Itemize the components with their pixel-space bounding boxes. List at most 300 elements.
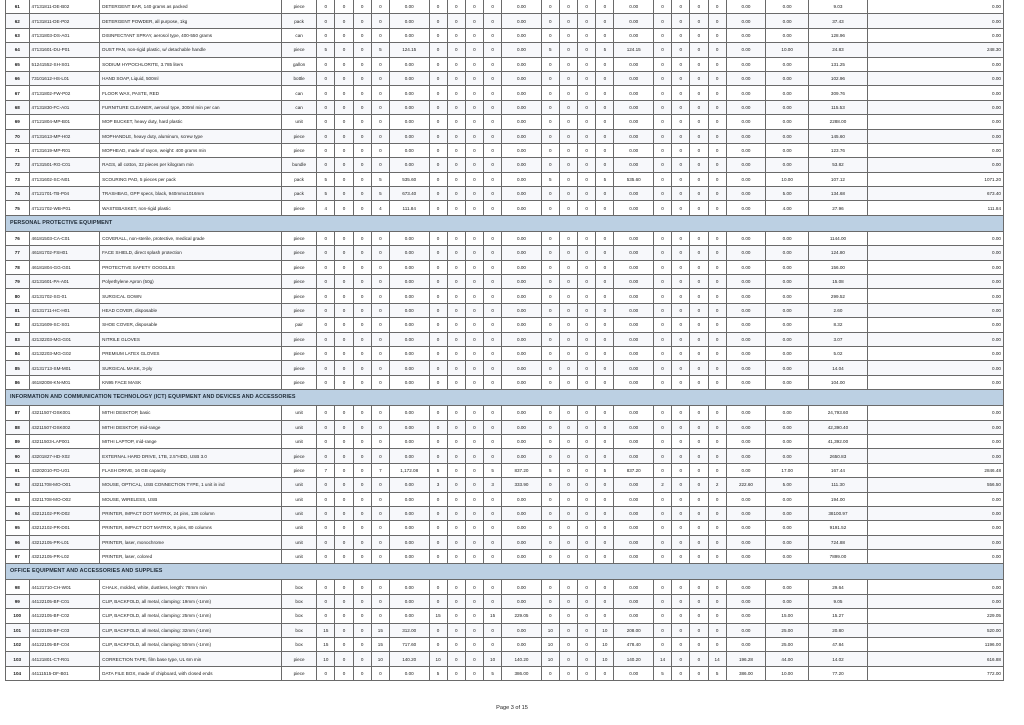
value-cell-4: 0 bbox=[317, 28, 335, 42]
value-cell-21: 0 bbox=[690, 449, 708, 463]
item-description: MITHI DESKTOP, basic bbox=[100, 406, 282, 420]
value-cell-14: 0 bbox=[541, 100, 559, 114]
value-cell-14: 0 bbox=[541, 28, 559, 42]
value-cell-25: 38100.97 bbox=[809, 506, 868, 520]
value-cell-20: 0 bbox=[672, 0, 690, 14]
value-cell-19: 0 bbox=[654, 201, 672, 215]
unit-of-measure: piece bbox=[281, 463, 316, 477]
value-cell-17: 0 bbox=[596, 521, 614, 535]
value-cell-23: 386.00 bbox=[726, 666, 766, 680]
value-cell-18: 0.00 bbox=[614, 580, 654, 594]
value-cell-18: 0.00 bbox=[614, 246, 654, 260]
item-description: KN95 FACE MASK bbox=[100, 375, 282, 389]
value-cell-5: 0 bbox=[335, 57, 353, 71]
value-cell-24: 0.00 bbox=[766, 521, 809, 535]
value-cell-6: 0 bbox=[353, 43, 371, 57]
table-row bbox=[6, 43, 1004, 57]
value-cell-6: 0 bbox=[353, 143, 371, 157]
value-cell-24: 0.00 bbox=[766, 57, 809, 71]
value-cell-6: 0 bbox=[353, 201, 371, 215]
value-cell-15: 0 bbox=[559, 43, 577, 57]
value-cell-6: 0 bbox=[353, 158, 371, 172]
value-cell-7: 0 bbox=[371, 375, 389, 389]
value-cell-12: 0 bbox=[484, 246, 502, 260]
unit-of-measure: box bbox=[281, 609, 316, 623]
value-cell-18: 124.15 bbox=[614, 43, 654, 57]
item-description: CLIP, BACKFOLD, all metal, clamping: 25mm (-1mm) bbox=[100, 609, 282, 623]
value-cell-8: 0.00 bbox=[389, 115, 429, 129]
value-cell-16: 0 bbox=[578, 43, 596, 57]
value-cell-9: 0 bbox=[429, 0, 447, 14]
value-cell-8: 140.20 bbox=[389, 652, 429, 666]
value-cell-16: 0 bbox=[578, 609, 596, 623]
value-cell-19: 0 bbox=[654, 28, 672, 42]
unit-of-measure: unit bbox=[281, 521, 316, 535]
value-cell-13: 0.00 bbox=[502, 638, 542, 652]
value-cell-26: 0.00 bbox=[867, 594, 1003, 608]
value-cell-11: 0 bbox=[465, 201, 483, 215]
unit-of-measure: piece bbox=[281, 0, 316, 14]
value-cell-19: 0 bbox=[654, 463, 672, 477]
unit-of-measure: can bbox=[281, 86, 316, 100]
value-cell-9: 0 bbox=[429, 420, 447, 434]
unit-of-measure: pair bbox=[281, 318, 316, 332]
value-cell-14: 0 bbox=[541, 71, 559, 85]
value-cell-19: 0 bbox=[654, 303, 672, 317]
value-cell-8: 0.00 bbox=[389, 275, 429, 289]
value-cell-9: 0 bbox=[429, 594, 447, 608]
value-cell-11: 0 bbox=[465, 303, 483, 317]
table-row bbox=[6, 594, 1004, 608]
value-cell-9: 3 bbox=[429, 478, 447, 492]
value-cell-21: 0 bbox=[690, 43, 708, 57]
item-number: 92 bbox=[6, 478, 30, 492]
value-cell-13: 0.00 bbox=[502, 86, 542, 100]
item-code: 47131802-FW-P02 bbox=[29, 86, 100, 100]
value-cell-4: 0 bbox=[317, 550, 335, 564]
value-cell-24: 0.00 bbox=[766, 375, 809, 389]
value-cell-18: 0.00 bbox=[614, 86, 654, 100]
item-description: SCOURING PAD, 5 pieces per pack bbox=[100, 172, 282, 186]
unit-of-measure: bundle bbox=[281, 158, 316, 172]
value-cell-26: 229.05 bbox=[867, 609, 1003, 623]
value-cell-4: 0 bbox=[317, 129, 335, 143]
page-number: Page 3 of 15 bbox=[496, 705, 528, 711]
value-cell-24: 0.00 bbox=[766, 332, 809, 346]
value-cell-8: 0.00 bbox=[389, 57, 429, 71]
value-cell-5: 0 bbox=[335, 303, 353, 317]
value-cell-9: 0 bbox=[429, 303, 447, 317]
value-cell-20: 0 bbox=[672, 406, 690, 420]
item-description: SURGICAL MASK, 3-ply bbox=[100, 361, 282, 375]
value-cell-23: 0.00 bbox=[726, 506, 766, 520]
item-code: 47131811-DE-B02 bbox=[29, 0, 100, 14]
value-cell-22: 0 bbox=[708, 43, 726, 57]
value-cell-21: 0 bbox=[690, 521, 708, 535]
value-cell-4: 0 bbox=[317, 521, 335, 535]
value-cell-25: 37.43 bbox=[809, 14, 868, 28]
value-cell-22: 0 bbox=[708, 275, 726, 289]
value-cell-9: 0 bbox=[429, 289, 447, 303]
value-cell-15: 0 bbox=[559, 332, 577, 346]
item-number: 94 bbox=[6, 506, 30, 520]
value-cell-23: 0.00 bbox=[726, 550, 766, 564]
value-cell-25: 104.00 bbox=[809, 375, 868, 389]
value-cell-24: 44.00 bbox=[766, 652, 809, 666]
item-number: 66 bbox=[6, 71, 30, 85]
value-cell-11: 0 bbox=[465, 318, 483, 332]
value-cell-9: 0 bbox=[429, 492, 447, 506]
value-cell-9: 0 bbox=[429, 115, 447, 129]
value-cell-20: 0 bbox=[672, 638, 690, 652]
value-cell-24: 10.00 bbox=[766, 43, 809, 57]
value-cell-9: 0 bbox=[429, 623, 447, 637]
value-cell-13: 0.00 bbox=[502, 100, 542, 114]
value-cell-25: 107.12 bbox=[809, 172, 868, 186]
value-cell-10: 0 bbox=[447, 143, 465, 157]
value-cell-4: 0 bbox=[317, 666, 335, 680]
value-cell-9: 0 bbox=[429, 187, 447, 201]
value-cell-14: 10 bbox=[541, 638, 559, 652]
value-cell-5: 0 bbox=[335, 638, 353, 652]
value-cell-22: 0 bbox=[708, 463, 726, 477]
value-cell-8: 0.00 bbox=[389, 535, 429, 549]
value-cell-10: 0 bbox=[447, 275, 465, 289]
item-description: DUST PAN, non-rigid plastic, w/ detachable handle bbox=[100, 43, 282, 57]
value-cell-15: 0 bbox=[559, 623, 577, 637]
value-cell-13: 0.00 bbox=[502, 580, 542, 594]
value-cell-10: 0 bbox=[447, 449, 465, 463]
value-cell-9: 0 bbox=[429, 201, 447, 215]
value-cell-14: 0 bbox=[541, 375, 559, 389]
value-cell-8: 0.00 bbox=[389, 246, 429, 260]
value-cell-21: 0 bbox=[690, 609, 708, 623]
unit-of-measure: pack bbox=[281, 187, 316, 201]
item-code: 47131830-FC-A01 bbox=[29, 100, 100, 114]
value-cell-24: 0.00 bbox=[766, 434, 809, 448]
value-cell-19: 5 bbox=[654, 666, 672, 680]
item-description: PRINTER, laser, colored bbox=[100, 550, 282, 564]
value-cell-20: 0 bbox=[672, 463, 690, 477]
value-cell-18: 0.00 bbox=[614, 361, 654, 375]
value-cell-16: 0 bbox=[578, 361, 596, 375]
value-cell-10: 0 bbox=[447, 303, 465, 317]
unit-of-measure: piece bbox=[281, 332, 316, 346]
value-cell-20: 0 bbox=[672, 303, 690, 317]
value-cell-5: 0 bbox=[335, 100, 353, 114]
unit-of-measure: piece bbox=[281, 652, 316, 666]
value-cell-24: 0.00 bbox=[766, 71, 809, 85]
value-cell-5: 0 bbox=[335, 478, 353, 492]
value-cell-12: 0 bbox=[484, 535, 502, 549]
value-cell-7: 0 bbox=[371, 14, 389, 28]
value-cell-12: 0 bbox=[484, 86, 502, 100]
value-cell-8: 0.00 bbox=[389, 580, 429, 594]
value-cell-16: 0 bbox=[578, 318, 596, 332]
value-cell-13: 0.00 bbox=[502, 550, 542, 564]
value-cell-13: 0.00 bbox=[502, 289, 542, 303]
value-cell-6: 0 bbox=[353, 187, 371, 201]
value-cell-18: 0.00 bbox=[614, 71, 654, 85]
value-cell-4: 0 bbox=[317, 346, 335, 360]
value-cell-8: 0.00 bbox=[389, 521, 429, 535]
value-cell-5: 0 bbox=[335, 71, 353, 85]
value-cell-6: 0 bbox=[353, 506, 371, 520]
value-cell-7: 0 bbox=[371, 580, 389, 594]
value-cell-12: 0 bbox=[484, 115, 502, 129]
value-cell-24: 0.00 bbox=[766, 0, 809, 14]
value-cell-4: 0 bbox=[317, 246, 335, 260]
value-cell-21: 0 bbox=[690, 86, 708, 100]
value-cell-4: 0 bbox=[317, 57, 335, 71]
item-code: 42131601-PA-A01 bbox=[29, 275, 100, 289]
value-cell-13: 0.00 bbox=[502, 492, 542, 506]
value-cell-7: 0 bbox=[371, 303, 389, 317]
value-cell-23: 0.00 bbox=[726, 346, 766, 360]
value-cell-19: 0 bbox=[654, 361, 672, 375]
value-cell-9: 0 bbox=[429, 580, 447, 594]
value-cell-6: 0 bbox=[353, 275, 371, 289]
unit-of-measure: piece bbox=[281, 43, 316, 57]
value-cell-10: 0 bbox=[447, 318, 465, 332]
value-cell-25: 29.64 bbox=[809, 580, 868, 594]
value-cell-16: 0 bbox=[578, 449, 596, 463]
unit-of-measure: unit bbox=[281, 434, 316, 448]
value-cell-21: 0 bbox=[690, 346, 708, 360]
value-cell-8: 673.40 bbox=[389, 187, 429, 201]
value-cell-23: 196.28 bbox=[726, 652, 766, 666]
value-cell-13: 0.00 bbox=[502, 231, 542, 245]
value-cell-11: 0 bbox=[465, 521, 483, 535]
value-cell-9: 0 bbox=[429, 260, 447, 274]
value-cell-24: 0.00 bbox=[766, 535, 809, 549]
value-cell-8: 0.00 bbox=[389, 550, 429, 564]
item-description: WASTEBASKET, non-rigid plastic bbox=[100, 201, 282, 215]
value-cell-17: 10 bbox=[596, 623, 614, 637]
value-cell-22: 0 bbox=[708, 406, 726, 420]
value-cell-23: 0.00 bbox=[726, 158, 766, 172]
value-cell-25: 47.84 bbox=[809, 638, 868, 652]
value-cell-18: 208.00 bbox=[614, 623, 654, 637]
value-cell-9: 0 bbox=[429, 43, 447, 57]
value-cell-11: 0 bbox=[465, 638, 483, 652]
value-cell-21: 0 bbox=[690, 535, 708, 549]
value-cell-14: 0 bbox=[541, 492, 559, 506]
unit-of-measure: piece bbox=[281, 303, 316, 317]
value-cell-9: 0 bbox=[429, 550, 447, 564]
item-description: HEAD COVER, disposable bbox=[100, 303, 282, 317]
value-cell-17: 0 bbox=[596, 492, 614, 506]
value-cell-8: 0.00 bbox=[389, 100, 429, 114]
value-cell-10: 0 bbox=[447, 580, 465, 594]
value-cell-5: 0 bbox=[335, 550, 353, 564]
unit-of-measure: can bbox=[281, 28, 316, 42]
value-cell-8: 0.00 bbox=[389, 346, 429, 360]
value-cell-18: 0.00 bbox=[614, 594, 654, 608]
value-cell-6: 0 bbox=[353, 420, 371, 434]
item-number: 74 bbox=[6, 187, 30, 201]
value-cell-13: 0.00 bbox=[502, 594, 542, 608]
value-cell-19: 0 bbox=[654, 71, 672, 85]
value-cell-21: 0 bbox=[690, 318, 708, 332]
item-number: 91 bbox=[6, 463, 30, 477]
value-cell-5: 0 bbox=[335, 361, 353, 375]
unit-of-measure: piece bbox=[281, 201, 316, 215]
value-cell-21: 0 bbox=[690, 0, 708, 14]
value-cell-24: 0.00 bbox=[766, 143, 809, 157]
value-cell-22: 0 bbox=[708, 609, 726, 623]
value-cell-13: 0.00 bbox=[502, 71, 542, 85]
value-cell-13: 0.00 bbox=[502, 303, 542, 317]
value-cell-12: 0 bbox=[484, 71, 502, 85]
value-cell-21: 0 bbox=[690, 303, 708, 317]
value-cell-15: 0 bbox=[559, 0, 577, 14]
item-description: PROTECTIVE SAFETY GOGGLES bbox=[100, 260, 282, 274]
item-description: PREMIUM LATEX GLOVES bbox=[100, 346, 282, 360]
value-cell-6: 0 bbox=[353, 535, 371, 549]
unit-of-measure: pack bbox=[281, 14, 316, 28]
value-cell-11: 0 bbox=[465, 420, 483, 434]
value-cell-13: 386.00 bbox=[502, 666, 542, 680]
value-cell-15: 0 bbox=[559, 57, 577, 71]
value-cell-21: 0 bbox=[690, 57, 708, 71]
value-cell-18: 0.00 bbox=[614, 57, 654, 71]
category-header bbox=[6, 390, 1004, 406]
value-cell-10: 0 bbox=[447, 28, 465, 42]
value-cell-13: 0.00 bbox=[502, 143, 542, 157]
value-cell-22: 0 bbox=[708, 434, 726, 448]
value-cell-7: 0 bbox=[371, 361, 389, 375]
value-cell-6: 0 bbox=[353, 172, 371, 186]
value-cell-9: 5 bbox=[429, 666, 447, 680]
item-description: Polyethylene Apron (50g) bbox=[100, 275, 282, 289]
value-cell-24: 0.00 bbox=[766, 231, 809, 245]
value-cell-26: 2846.48 bbox=[867, 463, 1003, 477]
value-cell-13: 333.90 bbox=[502, 478, 542, 492]
table-row bbox=[6, 420, 1004, 434]
value-cell-9: 0 bbox=[429, 143, 447, 157]
value-cell-23: 0.00 bbox=[726, 303, 766, 317]
value-cell-6: 0 bbox=[353, 550, 371, 564]
value-cell-7: 0 bbox=[371, 346, 389, 360]
value-cell-17: 5 bbox=[596, 172, 614, 186]
value-cell-13: 0.00 bbox=[502, 275, 542, 289]
value-cell-26: 0.00 bbox=[867, 86, 1003, 100]
value-cell-11: 0 bbox=[465, 652, 483, 666]
value-cell-14: 0 bbox=[541, 260, 559, 274]
value-cell-5: 0 bbox=[335, 115, 353, 129]
value-cell-6: 0 bbox=[353, 28, 371, 42]
value-cell-7: 0 bbox=[371, 420, 389, 434]
value-cell-22: 0 bbox=[708, 535, 726, 549]
table-row bbox=[6, 86, 1004, 100]
value-cell-21: 0 bbox=[690, 172, 708, 186]
value-cell-12: 0 bbox=[484, 375, 502, 389]
value-cell-26: 1071.20 bbox=[867, 172, 1003, 186]
value-cell-25: 167.44 bbox=[809, 463, 868, 477]
value-cell-15: 0 bbox=[559, 638, 577, 652]
value-cell-26: 0.00 bbox=[867, 57, 1003, 71]
value-cell-17: 0 bbox=[596, 71, 614, 85]
value-cell-9: 0 bbox=[429, 638, 447, 652]
value-cell-6: 0 bbox=[353, 609, 371, 623]
unit-of-measure: unit bbox=[281, 492, 316, 506]
value-cell-23: 0.00 bbox=[726, 594, 766, 608]
value-cell-24: 4.00 bbox=[766, 201, 809, 215]
value-cell-4: 0 bbox=[317, 594, 335, 608]
value-cell-22: 0 bbox=[708, 129, 726, 143]
value-cell-14: 0 bbox=[541, 187, 559, 201]
table-row bbox=[6, 187, 1004, 201]
value-cell-17: 0 bbox=[596, 187, 614, 201]
value-cell-14: 10 bbox=[541, 652, 559, 666]
value-cell-15: 0 bbox=[559, 434, 577, 448]
unit-of-measure: bottle bbox=[281, 71, 316, 85]
value-cell-12: 15 bbox=[484, 609, 502, 623]
value-cell-5: 0 bbox=[335, 535, 353, 549]
unit-of-measure: unit bbox=[281, 115, 316, 129]
value-cell-11: 0 bbox=[465, 14, 483, 28]
value-cell-23: 0.00 bbox=[726, 14, 766, 28]
value-cell-24: 5.00 bbox=[766, 187, 809, 201]
item-description: MOUSE, WIRELESS, USB bbox=[100, 492, 282, 506]
item-number: 81 bbox=[6, 303, 30, 317]
value-cell-21: 0 bbox=[690, 580, 708, 594]
value-cell-26: 0.00 bbox=[867, 449, 1003, 463]
value-cell-16: 0 bbox=[578, 115, 596, 129]
value-cell-26: 0.00 bbox=[867, 506, 1003, 520]
value-cell-8: 0.00 bbox=[389, 289, 429, 303]
value-cell-7: 0 bbox=[371, 129, 389, 143]
value-cell-5: 0 bbox=[335, 434, 353, 448]
value-cell-23: 0.00 bbox=[726, 463, 766, 477]
value-cell-10: 0 bbox=[447, 652, 465, 666]
value-cell-26: 1196.00 bbox=[867, 638, 1003, 652]
value-cell-13: 0.00 bbox=[502, 14, 542, 28]
value-cell-23: 0.00 bbox=[726, 143, 766, 157]
table-row bbox=[6, 100, 1004, 114]
item-code: 44111515-DF-B01 bbox=[29, 666, 100, 680]
value-cell-4: 0 bbox=[317, 289, 335, 303]
value-cell-8: 717.60 bbox=[389, 638, 429, 652]
value-cell-11: 0 bbox=[465, 57, 483, 71]
unit-of-measure: unit bbox=[281, 550, 316, 564]
value-cell-7: 0 bbox=[371, 332, 389, 346]
value-cell-7: 0 bbox=[371, 231, 389, 245]
value-cell-18: 0.00 bbox=[614, 434, 654, 448]
value-cell-8: 0.00 bbox=[389, 86, 429, 100]
value-cell-16: 0 bbox=[578, 594, 596, 608]
value-cell-7: 0 bbox=[371, 406, 389, 420]
value-cell-20: 0 bbox=[672, 609, 690, 623]
value-cell-15: 0 bbox=[559, 406, 577, 420]
value-cell-19: 0 bbox=[654, 246, 672, 260]
value-cell-10: 0 bbox=[447, 158, 465, 172]
value-cell-10: 0 bbox=[447, 43, 465, 57]
value-cell-22: 0 bbox=[708, 506, 726, 520]
value-cell-23: 0.00 bbox=[726, 246, 766, 260]
value-cell-25: 2650.83 bbox=[809, 449, 868, 463]
table-row bbox=[6, 406, 1004, 420]
value-cell-4: 0 bbox=[317, 231, 335, 245]
value-cell-8: 0.00 bbox=[389, 449, 429, 463]
value-cell-21: 0 bbox=[690, 478, 708, 492]
category-title: OFFICE EQUIPMENT AND ACCESSORIES AND SUPPLIES bbox=[6, 564, 1004, 580]
value-cell-23: 0.00 bbox=[726, 260, 766, 274]
value-cell-26: 0.00 bbox=[867, 550, 1003, 564]
value-cell-17: 0 bbox=[596, 158, 614, 172]
value-cell-17: 0 bbox=[596, 375, 614, 389]
